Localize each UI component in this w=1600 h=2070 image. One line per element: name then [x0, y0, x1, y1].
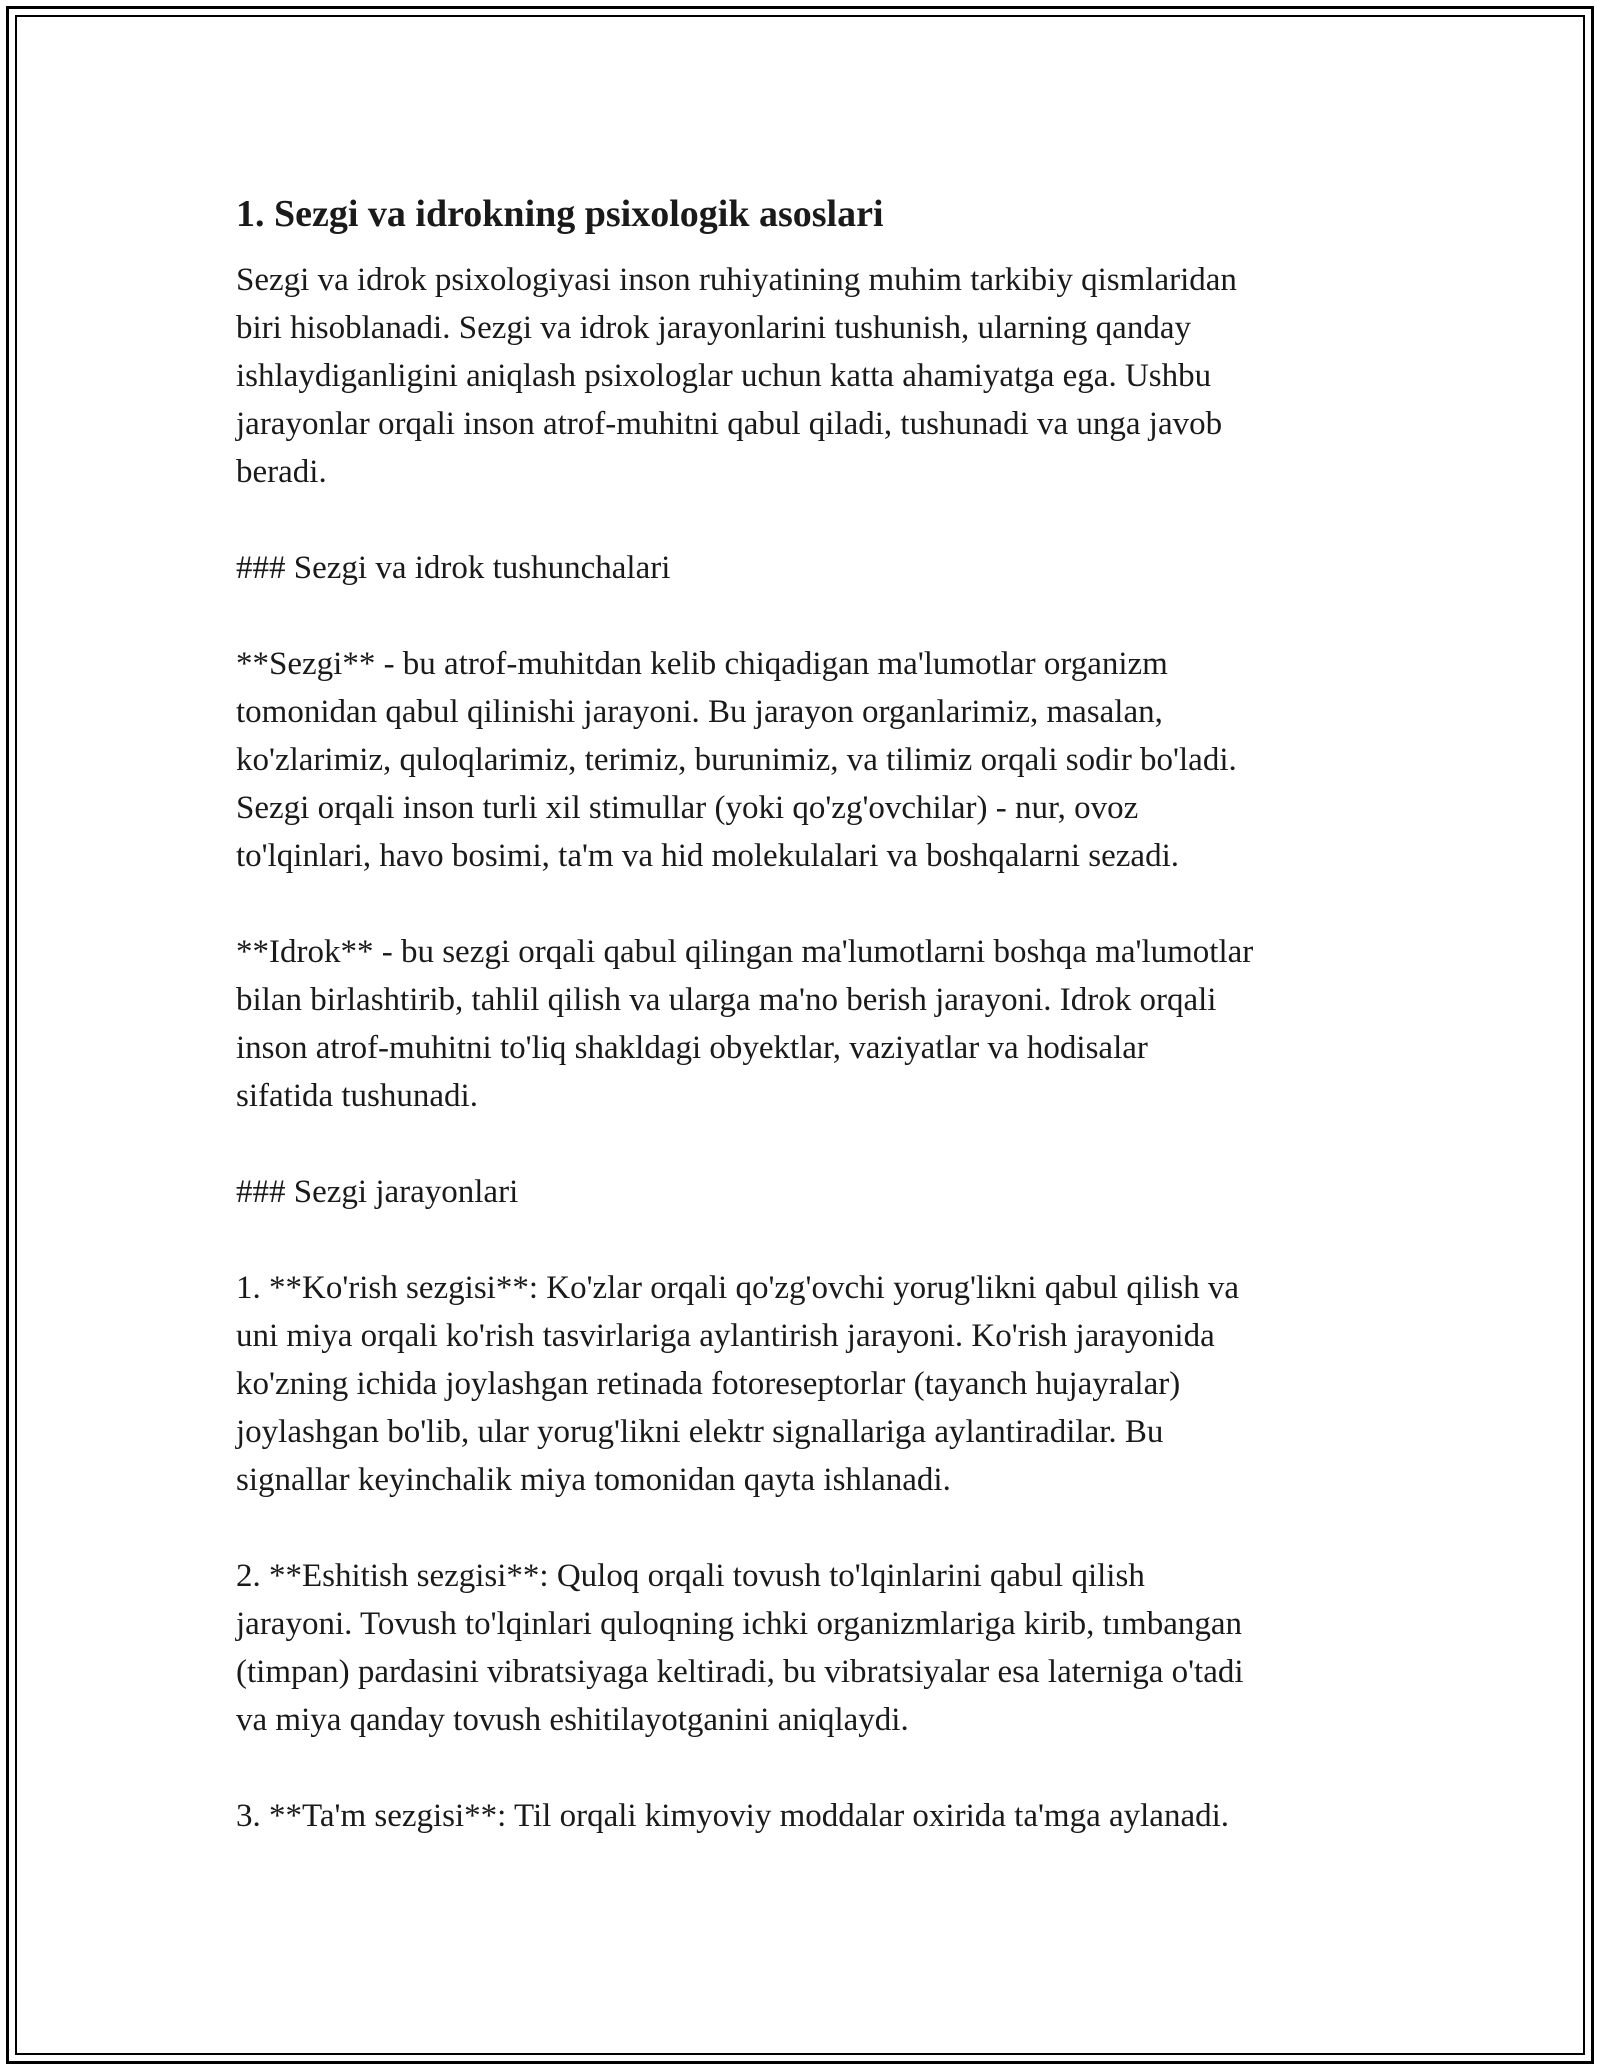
subheading-concepts: ### Sezgi va idrok tushunchalari [236, 550, 671, 586]
spacer [236, 880, 1386, 928]
list-item-hearing: 2. **Eshitish sezgisi**: Quloq orqali tovush to'lqinlarini qabul qilish jarayoni. Tovush to'lqinlari quloqning ichki organizmlariga kirib, tımbangan (timpan) pardasini vibratsiyaga keltiradi, bu vibratsiyalar esa laterniga o'tadi va miya qanday tovush eshitilayotganini aniqlaydi. [236, 1558, 1244, 1738]
list-item-vision: 1. **Ko'rish sezgisi**: Ko'zlar orqali qo'zg'ovchi yorug'likni qabul qilish va uni miya orqali ko'rish tasvirlariga aylantirish jarayoni. Ko'rish jarayonida ko'zning ichida joylashgan retinada fotoreseptorlar (tayanch hujayralar) joylashgan bo'lib, ular yorug'likni elektr signallariga aylantiradilar. Bu signallar keyinchalik miya tomonidan qayta ishlanadi. [236, 1270, 1240, 1498]
subheading-processes: ### Sezgi jarayonlari [236, 1174, 519, 1210]
document-body [236, 184, 1386, 1840]
paragraph-idrok: **Idrok** - bu sezgi orqali qabul qilingan ma'lumotlarni boshqa ma'lumotlar bilan birlashtirib, tahlil qilish va ularga ma'no berish jarayoni. Idrok orqali inson atrof-muhitni to'liq shakldagi obyektlar, vaziyatlar va hodisalar sifatida tushunadi. [236, 934, 1254, 1114]
list-item-taste: 3. **Ta'm sezgisi**: Til orqali kimyoviy moddalar oxirida ta'mga aylanadi. [236, 1798, 1230, 1834]
spacer [236, 244, 1386, 256]
spacer [236, 1120, 1386, 1168]
document-title: 1. Sezgi va idrokning psixologik asoslari [236, 193, 884, 235]
spacer [236, 1504, 1386, 1552]
paragraph-intro: Sezgi va idrok psixologiyasi inson ruhiyatining muhim tarkibiy qismlaridan biri hisoblanadi. Sezgi va idrok jarayonlarini tushunish, ularning qanday ishlaydiganligini aniqlash psixologlar uchun katta ahamiyatga ega. Ushbu jarayonlar orqali inson atrof-muhitni qabul qiladi, tushunadi va unga javob beradi. [236, 262, 1237, 490]
paragraph-sezgi: **Sezgi** - bu atrof-muhitdan kelib chiqadigan ma'lumotlar organizm tomonidan qabul qilinishi jarayoni. Bu jarayon organlarimiz, masalan, ko'zlarimiz, quloqlarimiz, terimiz, burunimiz, va tilimiz orqali sodir bo'ladi. Sezgi orqali inson turli xil stimullar (yoki qo'zg'ovchilar) - nur, ovoz to'lqinlari, havo bosimi, ta'm va hid molekulalari va boshqalarni sezadi. [236, 646, 1237, 874]
spacer [236, 1744, 1386, 1792]
spacer [236, 1216, 1386, 1264]
spacer [236, 592, 1386, 640]
spacer [236, 496, 1386, 544]
